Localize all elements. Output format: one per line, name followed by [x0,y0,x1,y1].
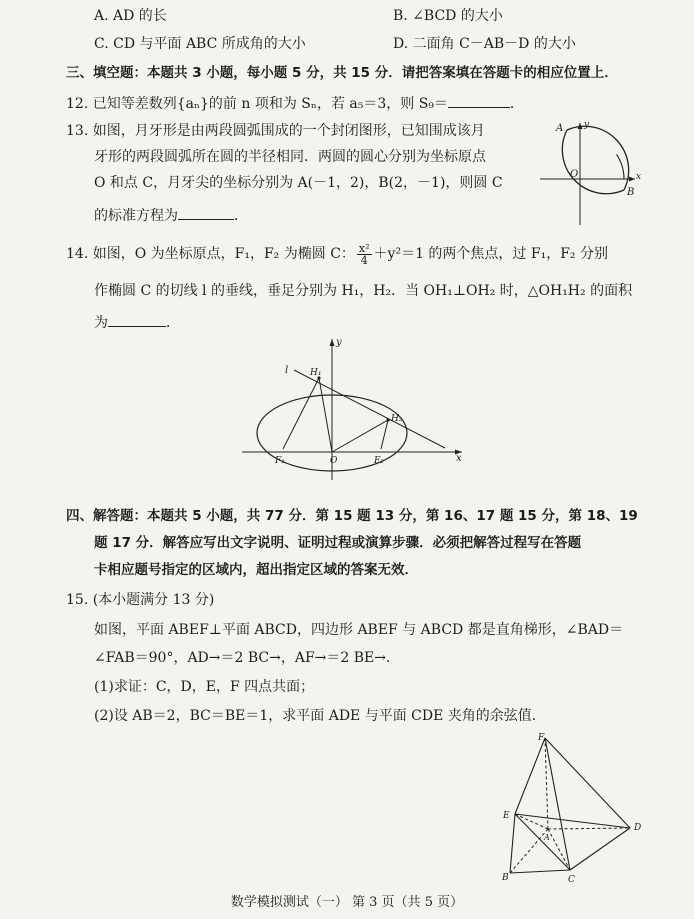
q14-fig-label-o: O [330,456,338,466]
q14-line1b: ＋y²＝1 的两个焦点，过 F₁，F₂ 分别 [373,246,608,262]
q14-fraction [357,243,372,266]
q14-fig-label-f1: F₁ [275,456,285,466]
q12-end: ． [509,96,524,112]
q13-line4 [94,205,248,226]
q14-line1 [66,242,608,266]
q15-line1: 如图，平面 ABEF⊥平面 ABCD，四边形 ABEF 与 ABCD 都是直角梯形，∠BAD＝ [94,622,624,638]
section4-line3: 卡相应题号指定的区域内，超出指定区域的答案无效． [94,562,418,578]
q15-fig-label-c: C [568,875,575,885]
q14-line3 [94,312,180,333]
q15-line2: ∠FAB＝90°，AD→＝2 BC→，AF→＝2 BE→． [94,650,401,666]
q15-solid-figure [500,730,660,890]
q14-fig-label-h1: H₁ [310,368,322,378]
q14-fig-label-f2: F₂ [374,456,384,466]
q11-option-b: B. ∠BCD 的大小 [393,8,503,24]
q14-frac-den: 4 [360,253,368,267]
q14-line2: 作椭圆 C 的切线 l 的垂线，垂足分别为 H₁，H₂．当 OH₁⊥OH₂ 时，△OH₁H₂ 的面积 [94,283,633,299]
q11-option-a: A. AD 的长 [94,8,167,24]
q14-fig-label-h2: H₂ [391,414,403,424]
section4-line2: 题 17 分．解答应写出文字说明、证明过程或演算步骤．必须把解答过程写在答题 [94,535,582,551]
q13-line4-text: 的标准方程为 [94,208,178,224]
section3-header: 三、填空题：本题共 3 小题，每小题 5 分，共 15 分．请把答案填在答题卡的相应位置上． [66,65,618,81]
q13-crescent-figure [540,117,640,227]
q12-answer-blank [448,93,510,108]
q13-answer-blank [178,205,234,220]
q14-fig-label-x: x [456,453,462,464]
q14-line1a: 14. 如图，O 为坐标原点，F₁，F₂ 为椭圆 C： [66,246,355,262]
q13-fig-label-x: x [636,172,642,182]
q14-fig-label-y: y [336,337,342,348]
q12-text: 12. 已知等差数列{aₙ}的前 n 项和为 Sₙ，若 a₅＝3，则 S₉＝ [66,96,448,112]
q12 [66,93,524,114]
q14-end: ． [166,315,180,331]
q13-fig-label-b: B [627,187,635,198]
q15-fig-label-e: E [503,811,510,821]
q15-fig-label-f: F [538,733,545,743]
q13-fig-label-a: A [556,123,564,134]
q13-end: ． [234,208,248,224]
q15-fig-label-b: B [502,873,509,883]
q11-option-d: D. 二面角 C－AB－D 的大小 [393,36,576,52]
q13-line1: 13. 如图，月牙形是由两段圆弧围成的一个封闭图形，已知围成该月 [66,123,485,139]
page-footer: 数学模拟测试（一） 第 3 页（共 5 页） [230,895,464,910]
q15-part1: (1)求证：C，D，E，F 四点共面； [94,679,315,695]
q15-fig-label-a: A [544,833,550,842]
q15-title: 15. (本小题满分 13 分) [66,592,215,608]
q15-fig-label-d: D [634,823,642,833]
q13-fig-label-o: O [570,169,579,180]
q13-line3: O 和点 C，月牙尖的坐标分别为 A(－1，2)，B(2，－1)，则圆 C [94,175,503,191]
q14-ellipse-figure [240,335,470,485]
q15-part2: (2)设 AB＝2，BC＝BE＝1，求平面 ADE 与平面 CDE 夹角的余弦值． [94,708,546,724]
q13-line2: 牙形的两段圆弧所在圆的半径相同．两圆的圆心分别为坐标原点 [94,149,486,165]
q14-line3-text: 为 [94,315,108,331]
q11-option-c: C. CD 与平面 ABC 所成角的大小 [94,36,306,52]
q14-fig-label-l: l [285,365,289,376]
section4-line1: 四、解答题：本题共 5 小题，共 77 分．第 15 题 13 分，第 16、17 题 15 分，第 18、19 [66,508,638,524]
q14-answer-blank [108,312,166,327]
q14-frac-num: x² [358,241,370,255]
q13-fig-label-y: y [584,120,590,130]
